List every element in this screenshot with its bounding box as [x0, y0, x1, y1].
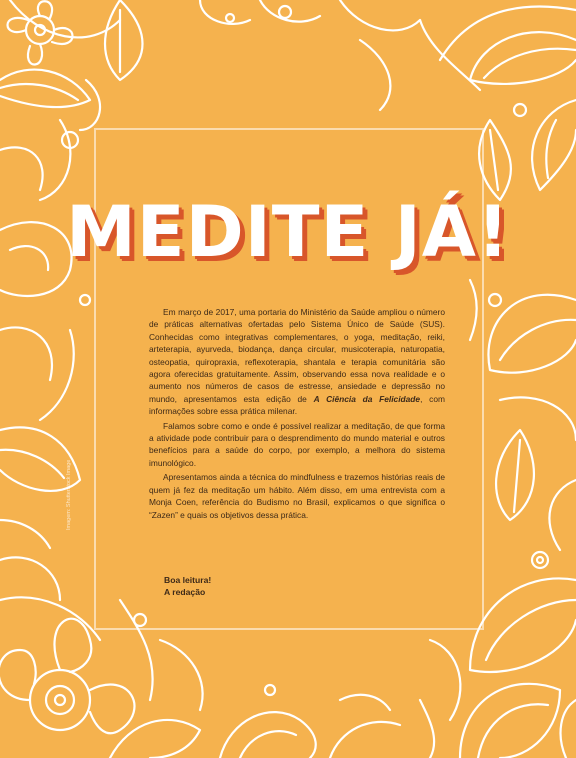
paragraph-1	[149, 306, 445, 418]
page-title: MEDITE JÁ!	[66, 191, 510, 273]
paragraph-1-end: , com informações sobre essa prática milenar.	[149, 393, 445, 417]
paragraph-2: Falamos sobre como e onde é possível realizar a meditação, de que forma a atividade pode contribuir para o desprendimento do mundo material e outros benefícios para a saúde do corpo, por exemplo, a melhora do sistema imunológico.	[149, 420, 445, 468]
flowers-right	[470, 280, 576, 550]
image-credit: Imagem: Shutterstock Image	[66, 459, 72, 530]
signoff	[164, 574, 211, 599]
article-body	[149, 306, 445, 521]
publication-title: A Ciência da Felicidade	[313, 393, 421, 404]
flower-bottom-middle	[220, 685, 400, 758]
paragraph-1-intro: Em março de 2017, uma portaria do Ministério da Saúde ampliou o número de práticas alternativas ofertadas pelo Sistema Único de Saúde (SUS). Conhecidas como integrativas complementares, o yoga, meditação, reiki, arteterapia, ayurveda, biodança, dança circular, musicoterapia, naturopatia, osteopatia, quiropraxia, reflexoterapia, shantala e terapia comunitária são agora oferecidas gratuitamente. Assim, observando essa nova realidade e o aumento nos números de casos de estresse, ansiedade e depressão no mundo, apresentamos esta edição de	[149, 307, 445, 404]
flower-top-middle	[200, 0, 420, 30]
signoff-greeting: Boa leitura!	[164, 575, 212, 585]
signoff-author: A redação	[164, 587, 206, 598]
paragraph-3: Apresentamos ainda a técnica do mindfulness e trazemos histórias reais de quem já fez da meditação um hábito. Além disso, em uma entrevista com a Monja Coen, referência do Budismo no Brasil, explicamos o que significa o “Zazen” e quais os objetivos dessa prática.	[149, 472, 445, 520]
